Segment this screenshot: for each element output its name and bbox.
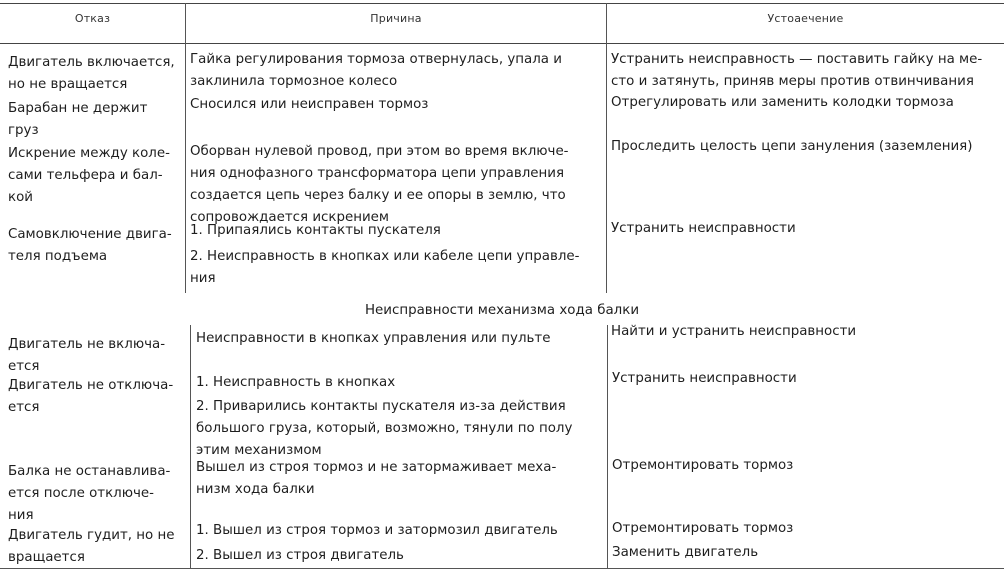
cause-cell: 2. Неисправность в кнопках или кабеле цепи управле- ния	[190, 249, 580, 286]
fault-cell: Барабан не держит груз	[8, 101, 148, 138]
cause-cell: 1. Вышел из строя тормоз и затормозил двигатель	[196, 523, 558, 538]
cause-cell: 1. Припаялись контакты пускателя	[190, 223, 441, 238]
fault-cell: Двигатель гудит, но не вращается	[8, 528, 175, 565]
table-top-rule	[0, 3, 1004, 4]
fault-cell: Двигатель включается, но не вращается	[8, 55, 175, 92]
fix-cell: Проследить целость цепи зануления (заземления)	[611, 139, 973, 154]
fix-cell: Устранить неисправность — поставить гайку на ме- сто и затянуть, приняв меры против отвинчивания	[611, 52, 983, 89]
cause-cell: 1. Неисправность в кнопках	[196, 375, 396, 390]
fix-cell: Отремонтировать тормоз	[612, 521, 794, 536]
header-bottom-rule	[0, 43, 1004, 44]
cause-cell: Сносился или неисправен тормоз	[190, 97, 429, 112]
fix-cell: Отремонтировать тормоз	[612, 458, 794, 473]
cause-cell: Вышел из строя тормоз и не затормаживает меха- низм хода балки	[196, 460, 557, 497]
fix-cell: Заменить двигатель	[612, 545, 759, 560]
column-header-cause: Причина	[370, 12, 422, 25]
fix-cell: Устранить неисправности	[612, 371, 797, 386]
cause-cell: 2. Вышел из строя двигатель	[196, 548, 404, 563]
cause-cell: Гайка регулирования тормоза отвернулась, упала и заклинила тормозное колесо	[190, 52, 562, 89]
section2-divider-1	[190, 325, 191, 568]
cause-cell: Оборван нулевой провод, при этом во время включе- ния однофазного трансформатора цепи управления создается цепь через балку и ее опоры в землю, что сопровождается искрением	[190, 144, 569, 225]
fix-cell: Отрегулировать или заменить колодки тормоза	[611, 95, 954, 110]
fault-cell: Двигатель не отключа- ется	[8, 378, 174, 415]
section1-divider-1	[185, 43, 186, 293]
cause-cell: Неисправности в кнопках управления или пульте	[196, 331, 551, 346]
section2-divider-2	[607, 325, 608, 568]
fix-cell: Устранить неисправности	[611, 221, 796, 236]
fix-cell: Найти и устранить неисправности	[611, 324, 857, 339]
section-title: Неисправности механизма хода балки	[364, 303, 640, 318]
fault-cell: Балка не останавлива- ется после отключе- ния	[8, 464, 171, 523]
fault-cell: Двигатель не включа- ется	[8, 337, 166, 374]
cause-cell: 2. Приварились контакты пускателя из-за действия большого груза, который, возможно, тянули по полу этим механизмом	[196, 399, 573, 458]
column-header-fix: Устоаечение	[767, 12, 844, 25]
column-header-fault: Отказ	[74, 12, 111, 25]
section1-divider-2	[606, 43, 607, 293]
fault-cell: Искрение между коле- сами тельфера и бал- кой	[8, 146, 170, 205]
fault-cell: Самовключение двига- теля подъема	[8, 227, 172, 264]
